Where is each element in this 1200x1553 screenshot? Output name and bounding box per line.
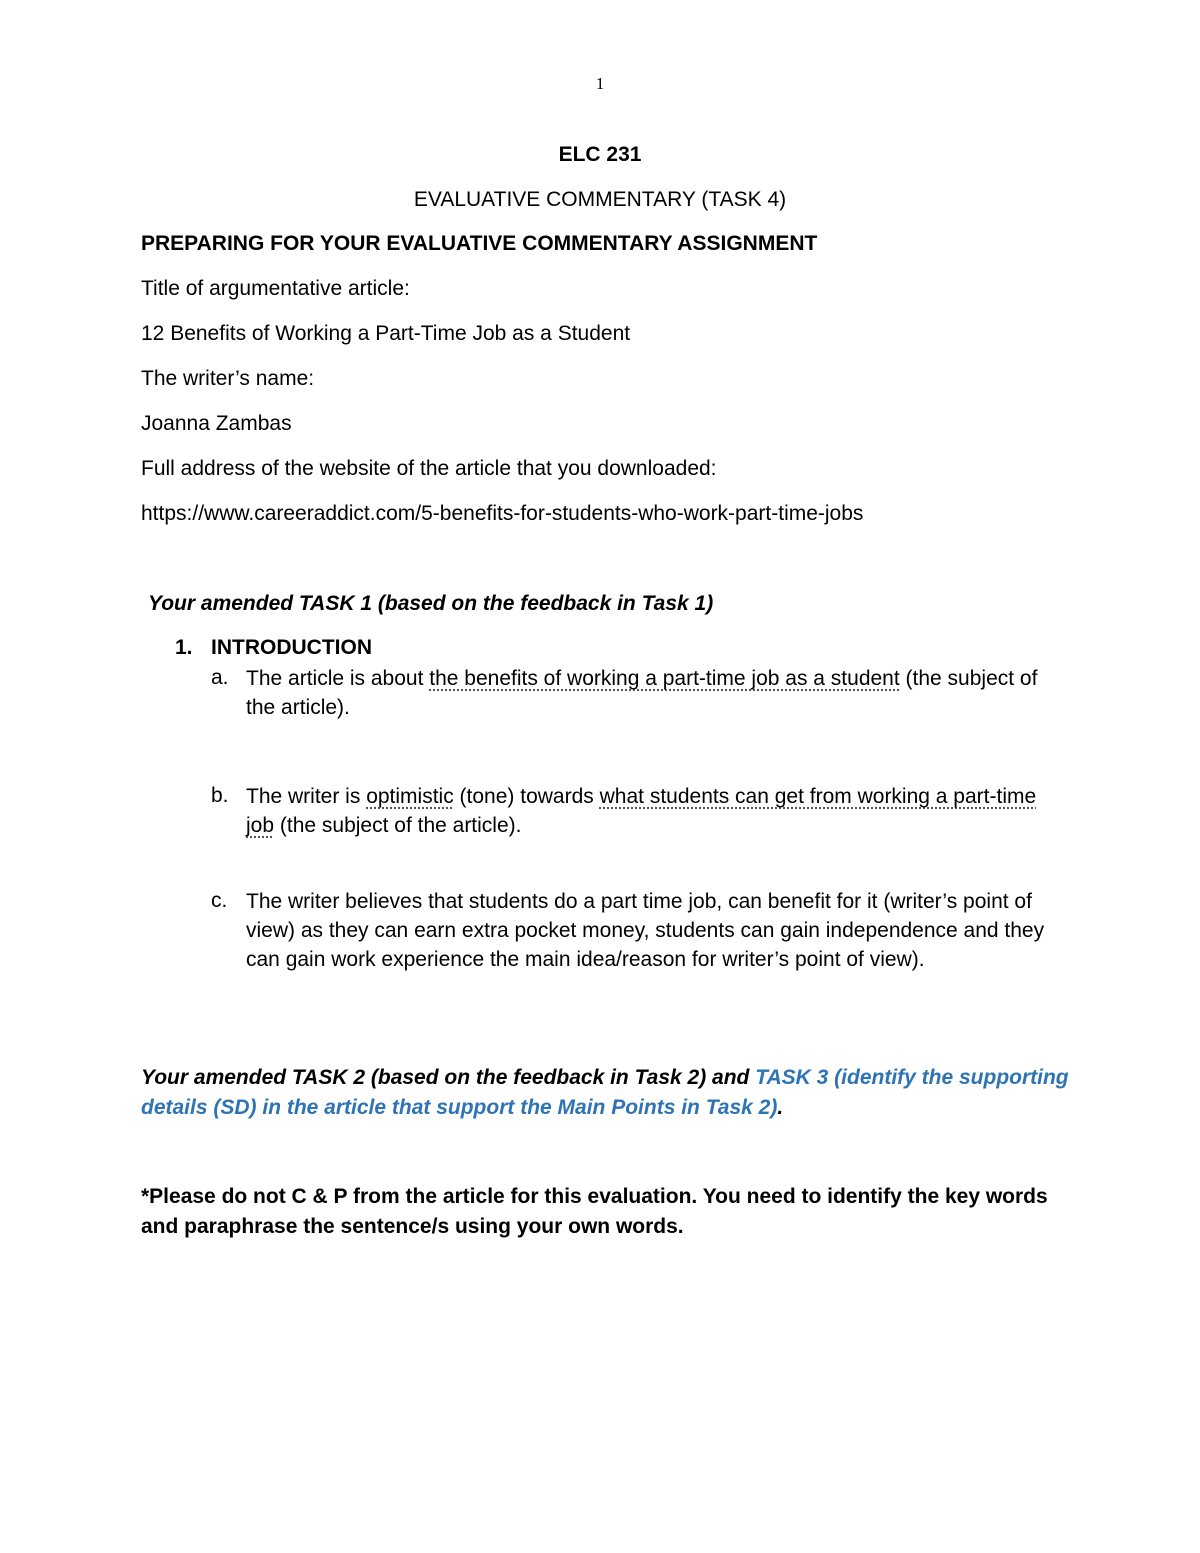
instruction-notice: *Please do not C & P from the article for this evaluation. You need to identify the key words and paraphrase the sentence/s using your own words. [141, 1185, 1048, 1238]
article-title: 12 Benefits of Working a Part-Time Job as a Student [141, 322, 631, 345]
page-number: 1 [595, 74, 605, 93]
assignment-title: EVALUATIVE COMMENTARY (TASK 4) [413, 188, 787, 211]
section-heading: PREPARING FOR YOUR EVALUATIVE COMMENTARY ASSIGNMENT [141, 232, 818, 255]
website-url: https://www.careeraddict.com/5-benefits-for-students-who-work-part-time-jobs [141, 502, 864, 525]
intro-heading: INTRODUCTION [211, 636, 372, 659]
task3-note: TASK 3 (identify the supporting details (SD) in the article that support the Main Points in Task 2) [141, 1066, 1069, 1119]
intro-number: 1. [175, 636, 193, 659]
list-item-label: b. [211, 784, 229, 807]
course-code: ELC 231 [558, 143, 642, 166]
list-item-text: The writer is optimistic (tone) towards what students can get from working a part-time job (the subject of the article). [246, 785, 1037, 837]
list-item-label: a. [211, 666, 229, 689]
task1-heading: Your amended TASK 1 (based on the feedback in Task 1) [148, 592, 714, 615]
writer-label: The writer’s name: [141, 367, 315, 390]
website-label: Full address of the website of the article that you downloaded: [141, 457, 717, 480]
list-item-text: The writer believes that students do a part time job, can benefit for it (writer’s point of view) as they can earn extra pocket money, students can gain independence and they can gain work experience the main idea/reason for writer’s point of view). [246, 890, 1045, 971]
title-label: Title of argumentative article: [141, 277, 410, 300]
subject-underline: what students can get from working a part-time job [246, 785, 1037, 837]
subject-underline: the benefits of working a part-time job as a student [429, 667, 900, 690]
task2-heading: Your amended TASK 2 (based on the feedback in Task 2) and TASK 3 (identify the supporting details (SD) in the article that support the Main Points in Task 2). [141, 1066, 1069, 1119]
tone-underline: optimistic [366, 785, 454, 808]
list-item-label: c. [211, 889, 228, 912]
list-item-text: The article is about the benefits of working a part-time job as a student (the subject of the article). [246, 667, 1038, 719]
writer-name: Joanna Zambas [141, 412, 292, 435]
